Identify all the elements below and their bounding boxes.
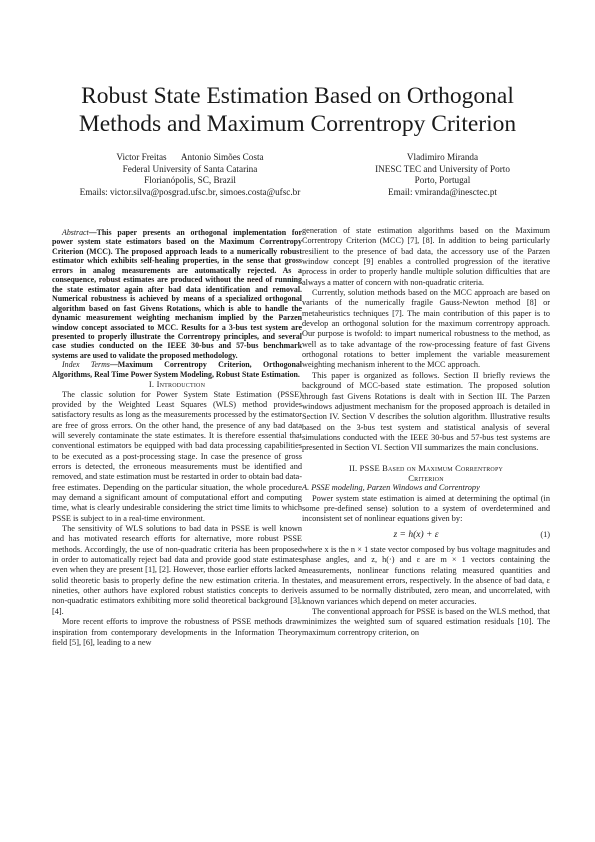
equation-1: [302, 530, 550, 540]
section-heading-1: I. Introduction: [148, 379, 206, 390]
intro-paragraph-1: The classic solution for Power System State Estimation (PSSE) provided by the Weighted Least Squares (WLS) method provides satisfactory results as long as the measurements processed by the estimator are free of gross errors. On the other hand, the presence of any bad data will severely contaminate the state estimates. It is therefore essential that conventional estimators be equipped with bad data processing capabilities to be executed as a post-processing stage. In case the presence of gross errors is detected, the erroneous measurements must be identified and removed, and state estimation must be restarted in order to obtain bad data-free estimates. Depending on the particular situation, the whole procedure may demand a significant amount of computational effort and computing time, what is clearly undesirable considering the strict time limits to which PSSE is subject to in a real-time environment.: [52, 389, 302, 523]
author-affiliation-left-1: Federal University of Santa Catarina: [122, 163, 258, 174]
section2-paragraph-1: Power system state estimation is aimed at determining the optimal (in some pre-defined sense) solution to a system of overdetermined and inconsistent set of nonlinear equations given by:: [302, 493, 550, 524]
abstract: [52, 228, 302, 360]
index-terms-text: —Maximum Correntropy Criterion, Orthogonal Algorithms, Real Time Power System Modeling, Robust State Estimation.: [52, 360, 302, 379]
equation-body: z = h(x) + ε: [393, 529, 439, 540]
author-name-2: Antonio Simões Costa: [180, 152, 264, 162]
intro-paragraph-2: The sensitivity of WLS solutions to bad data in PSSE is well known and has motivated research efforts for alternative, more robust PSSE methods. Accordingly, the use of non-quadratic criteria has been proposed in order to automatically reject bad data and provide good state estimates even when they are present [1], [2]. However, those earlier efforts lacked a solid theoretic basis to properly define the new estimation criteria. In the nineties, other authors have explored robust statistics concepts to derive non-quadratic estimators exhibiting more solid theoretical background [3], [4].: [52, 524, 302, 616]
intro-paragraph-4: generation of state estimation algorithms based on the Maximum Correntropy Criterion (MCC) [7], [8]. In addition to being particularly resilient to the presence of bad data, the accessory use of the Parzen window concept [9] enables a controlled progression of the iterative process in order to properly handle multiple solution difficulties that are always a matter of concern with non-quadratic criteria.: [302, 226, 550, 287]
section2-paragraph-2: where x is the n × 1 state vector composed by bus voltage magnitudes and phase angles, and z, h(·) and ε are m × 1 vectors containing the measurements, nonlinear functions relating measured quantities and states, and measurement errors, respectively. In the absence of bad data, ε is assumed to be normally distributed, zero mean, and uncorrelated, with known variances which depend on meter accuracies.: [302, 544, 550, 606]
title-line-1: Robust State Estimation Based on Orthogonal: [81, 83, 514, 109]
left-column: [52, 228, 302, 648]
intro-paragraph-6: This paper is organized as follows. Section II briefly reviews the background of MCC-based state estimation. The proposed solution through fast Givens Rotations is dealt with in Section III. The Parzen windows adjustment mechanism for the proposed approach is detailed in Section IV. Section V describes the solution algorithm. Illustrative results based on the 3-bus test system and statistical analysis of several simulations conducted with the IEEE 30-bus and 57-bus test systems are presented in Section VI. Section VII summarizes the main conclusions.: [302, 370, 550, 453]
abstract-text: —This paper presents an orthogonal implementation for power system state estimators based on the Maximum Correntropy Criterion (MCC). The proposed approach leads to a numerically robust estimator which exhibits self-healing properties, in the sense that gross errors in analog measurements are automatically rejected. As a consequence, robust estimates are produced without the need of running the state estimator again after bad data identification and removal. Numerical robustness is achieved by means of a specialized orthogonal algorithm based on fast Givens Rotations, which is able to handle the dynamic measurement weighting mechanism implied by the Parzen window concept associated to MCC. Results for a 3-bus test system are presented to properly illustrate the Correntropy principles, and several case studies conducted on the IEEE 30-bus and 57-bus benchmark systems are used to validate the proposed methodology.: [52, 228, 302, 360]
author-affiliation-right-2: Porto, Portugal: [414, 175, 471, 185]
author-email-right: Email: vmiranda@inesctec.pt: [388, 186, 497, 197]
index-terms-label: Index Terms: [62, 360, 110, 370]
subsection-heading-a: A. PSSE modeling, Parzen Windows and Correntropy: [302, 483, 480, 493]
author-affiliation-right-1: INESC TEC and University of Porto: [375, 163, 510, 174]
intro-paragraph-5: Currently, solution methods based on the MCC approach are based on variants of the numerically fragile Gauss-Newton method [8] or metaheuristics techniques [7]. The main contribution of this paper is to develop an orthogonal solution for the maximum correntropy approach. Our purpose is twofold: to impart numerical robustness to the method, as well as to take advantage of the row-processing feature of fast Givens orthogonal rotations to better implement the variable measurement weighting mechanism inherent to the MCC approach.: [302, 288, 550, 370]
author-names-left: [40, 152, 340, 164]
abstract-label: Abstract: [62, 228, 89, 237]
section2-paragraph-3: The conventional approach for PSSE is based on the WLS method, that minimizes the weighted sum of squared estimation residuals [10]. The maximum correntropy criterion, on: [302, 607, 550, 637]
title-line-2: Methods and Maximum Correntropy Criterion: [78, 111, 517, 137]
authors-block-right: [330, 152, 555, 198]
intro-paragraph-3: More recent efforts to improve the robustness of PSSE methods draw inspiration from contemporary developments in the Information Theory field [5], [6], leading to a new: [52, 617, 302, 647]
author-affiliation-left-2: Florianópolis, SC, Brazil: [144, 175, 236, 185]
paper-title: [40, 82, 555, 138]
authors-block-left: [40, 152, 340, 198]
index-terms: [52, 360, 302, 379]
section-heading-2: II. PSSE Based on Maximum Correntropy Criterion: [348, 462, 504, 483]
author-name-3: Vladimiro Miranda: [406, 152, 479, 162]
author-name-1: Victor Freitas: [116, 152, 167, 162]
author-email-left: Emails: victor.silva@posgrad.ufsc.br, simoes.costa@ufsc.br: [79, 186, 301, 197]
right-column: [302, 226, 550, 638]
equation-number: (1): [540, 529, 550, 539]
